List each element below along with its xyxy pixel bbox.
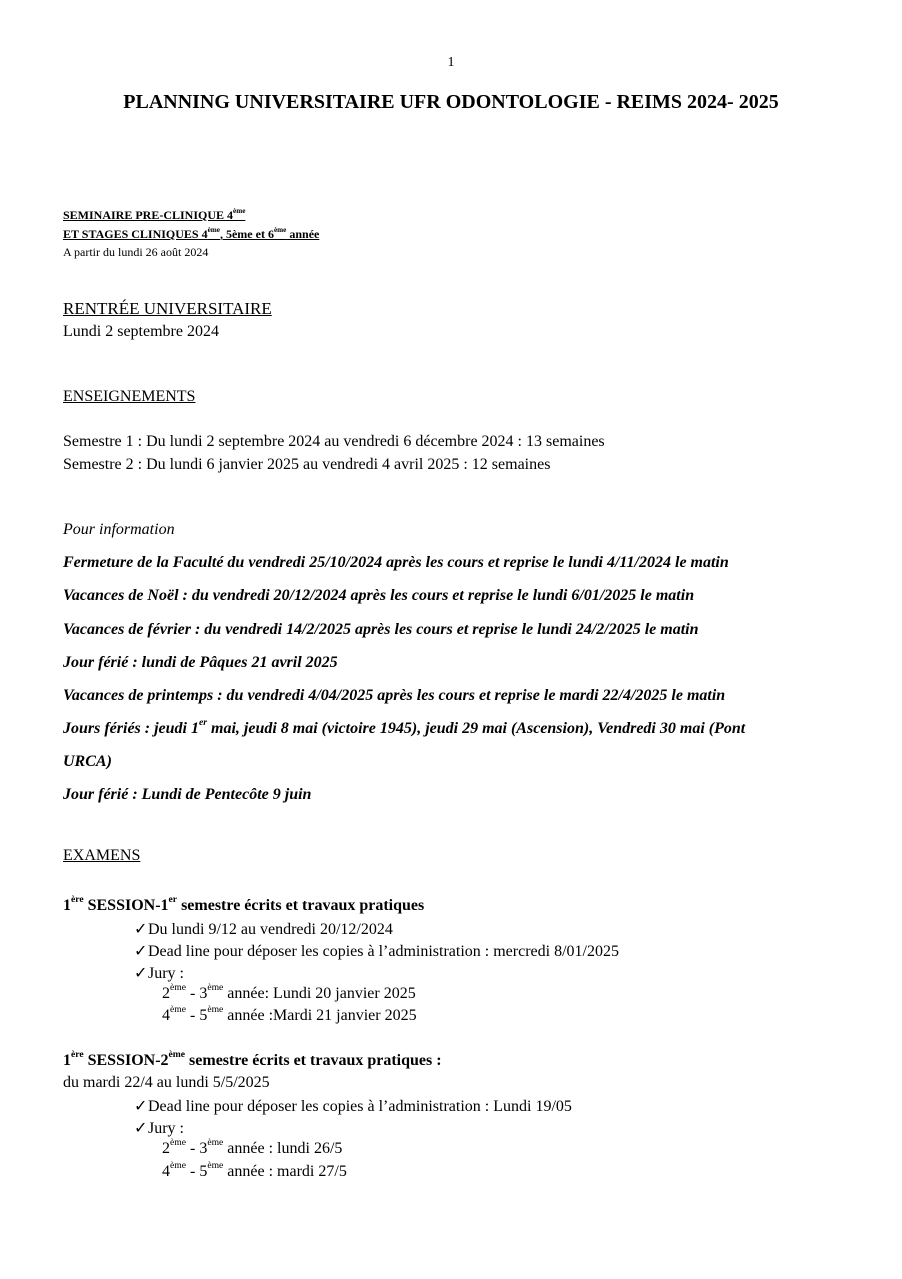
information-heading: Pour information xyxy=(63,521,175,538)
info-feries: Jours fériés : jeudi 1er mai, jeudi 8 mai (victoire 1945), jeudi 29 mai (Ascension), Vendredi 30 mai (Pont xyxy=(63,717,746,737)
check-icon: ✓ xyxy=(134,1120,148,1137)
info-paques: Jour férié : lundi de Pâques 21 avril 2025 xyxy=(63,654,338,671)
rentree-date: Lundi 2 septembre 2024 xyxy=(63,323,219,340)
session-1-item-dates: ✓Du lundi 9/12 au vendredi 20/12/2024 xyxy=(134,921,393,938)
session-2-jury-4-5: 4ème - 5ème année : mardi 27/5 xyxy=(162,1160,347,1180)
enseignements-heading: ENSEIGNEMENTS xyxy=(63,388,196,405)
session-2-dates: du mardi 22/4 au lundi 5/5/2025 xyxy=(63,1074,270,1091)
seminaire-line-2: ET STAGES CLINIQUES 4ème, 5ème et 6ème année xyxy=(63,225,320,241)
info-pentecote: Jour férié : Lundi de Pentecôte 9 juin xyxy=(63,786,312,803)
seminaire-line-1: SEMINAIRE PRE-CLINIQUE 4ème xyxy=(63,206,246,222)
seminaire-start-date: A partir du lundi 26 août 2024 xyxy=(63,245,209,259)
session-2-item-jury: ✓Jury : xyxy=(134,1120,184,1137)
info-noel: Vacances de Noël : du vendredi 20/12/2024 après les cours et reprise le lundi 6/01/2025 le matin xyxy=(63,587,695,604)
session-1-heading: 1ère SESSION-1er semestre écrits et travaux pratiques xyxy=(63,894,425,914)
page-title: PLANNING UNIVERSITAIRE UFR ODONTOLOGIE - REIMS 2024- 2025 xyxy=(123,91,779,113)
session-1-jury-4-5: 4ème - 5ème année :Mardi 21 janvier 2025 xyxy=(162,1004,417,1024)
info-feries-cont: URCA) xyxy=(63,753,112,770)
page-number: 1 xyxy=(447,55,455,70)
check-icon: ✓ xyxy=(134,921,148,938)
semestre-2: Semestre 2 : Du lundi 6 janvier 2025 au vendredi 4 avril 2025 : 12 semaines xyxy=(63,456,551,473)
session-2-item-deadline: ✓Dead line pour déposer les copies à l’administration : Lundi 19/05 xyxy=(134,1098,572,1115)
rentree-heading: RENTRÉE UNIVERSITAIRE xyxy=(63,299,272,318)
session-1-item-jury: ✓Jury : xyxy=(134,965,184,982)
info-fevrier: Vacances de février : du vendredi 14/2/2025 après les cours et reprise le lundi 24/2/2025 le matin xyxy=(63,621,699,638)
check-icon: ✓ xyxy=(134,965,148,982)
session-2-heading: 1ère SESSION-2ème semestre écrits et travaux pratiques : xyxy=(63,1049,442,1069)
examens-heading: EXAMENS xyxy=(63,847,141,864)
session-1-item-deadline: ✓Dead line pour déposer les copies à l’administration : mercredi 8/01/2025 xyxy=(134,943,619,960)
info-fermeture: Fermeture de la Faculté du vendredi 25/10/2024 après les cours et reprise le lundi 4/11/2024 le matin xyxy=(63,554,729,571)
check-icon: ✓ xyxy=(134,943,148,960)
check-icon: ✓ xyxy=(134,1098,148,1115)
session-2-jury-2-3: 2ème - 3ème année : lundi 26/5 xyxy=(162,1137,343,1157)
semestre-1: Semestre 1 : Du lundi 2 septembre 2024 au vendredi 6 décembre 2024 : 13 semaines xyxy=(63,433,605,450)
info-printemps: Vacances de printemps : du vendredi 4/04/2025 après les cours et reprise le mardi 22/4/2025 le matin xyxy=(63,687,726,704)
session-1-jury-2-3: 2ème - 3ème année: Lundi 20 janvier 2025 xyxy=(162,982,416,1002)
